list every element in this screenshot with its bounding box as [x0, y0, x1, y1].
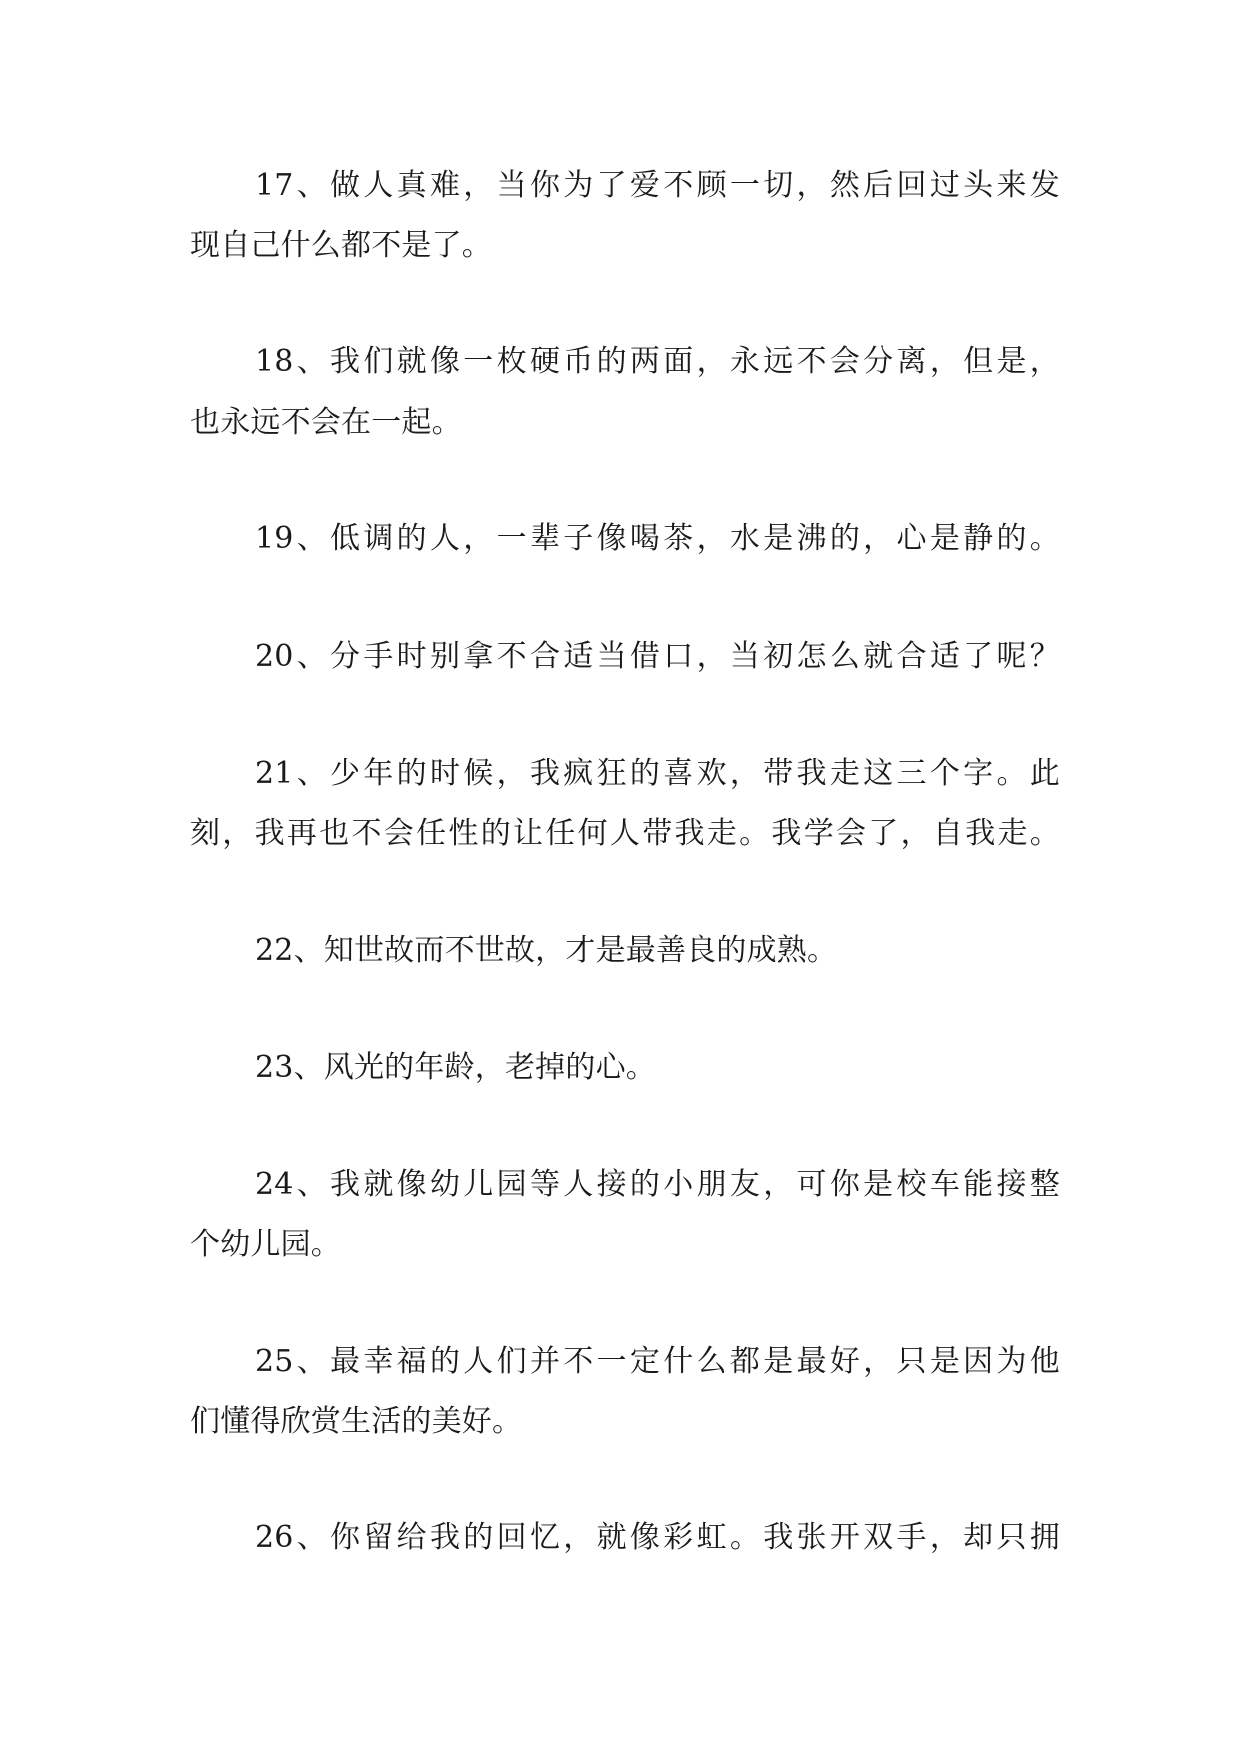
- entry-17-line-2: 现自己什么都不是了。: [190, 228, 492, 263]
- entry-19-line-1: 19、低调的人，一辈子像喝茶，水是沸的，心是静的。: [255, 521, 1060, 556]
- entry-18-line-2: 也永远不会在一起。: [190, 405, 462, 440]
- entry-17-line-1: 17、做人真难，当你为了爱不顾一切，然后回过头来发: [255, 168, 1060, 203]
- entry-25-line-2: 们懂得欣赏生活的美好。: [190, 1404, 523, 1439]
- entry-21-line-2: 刻，我再也不会任性的让任何人带我走。我学会了，自我走。: [190, 816, 1060, 851]
- entry-24-line-1: 24、我就像幼儿园等人接的小朋友，可你是校车能接整: [255, 1167, 1060, 1202]
- entry-24-line-2: 个幼儿园。: [190, 1227, 341, 1262]
- entry-18-line-1: 18、我们就像一枚硬币的两面，永远不会分离，但是，: [255, 344, 1060, 379]
- entry-20-line-1: 20、分手时别拿不合适当借口，当初怎么就合适了呢？: [255, 639, 1060, 674]
- entry-22-line-1: 22、知世故而不世故，才是最善良的成熟。: [255, 933, 838, 968]
- entry-25-line-1: 25、最幸福的人们并不一定什么都是最好，只是因为他: [255, 1344, 1060, 1379]
- entry-21-line-1: 21、少年的时候，我疯狂的喜欢，带我走这三个字。此: [255, 756, 1060, 791]
- entry-26-line-1: 26、你留给我的回忆，就像彩虹。我张开双手，却只拥: [255, 1520, 1060, 1555]
- entry-23-line-1: 23、风光的年龄，老掉的心。: [255, 1050, 656, 1085]
